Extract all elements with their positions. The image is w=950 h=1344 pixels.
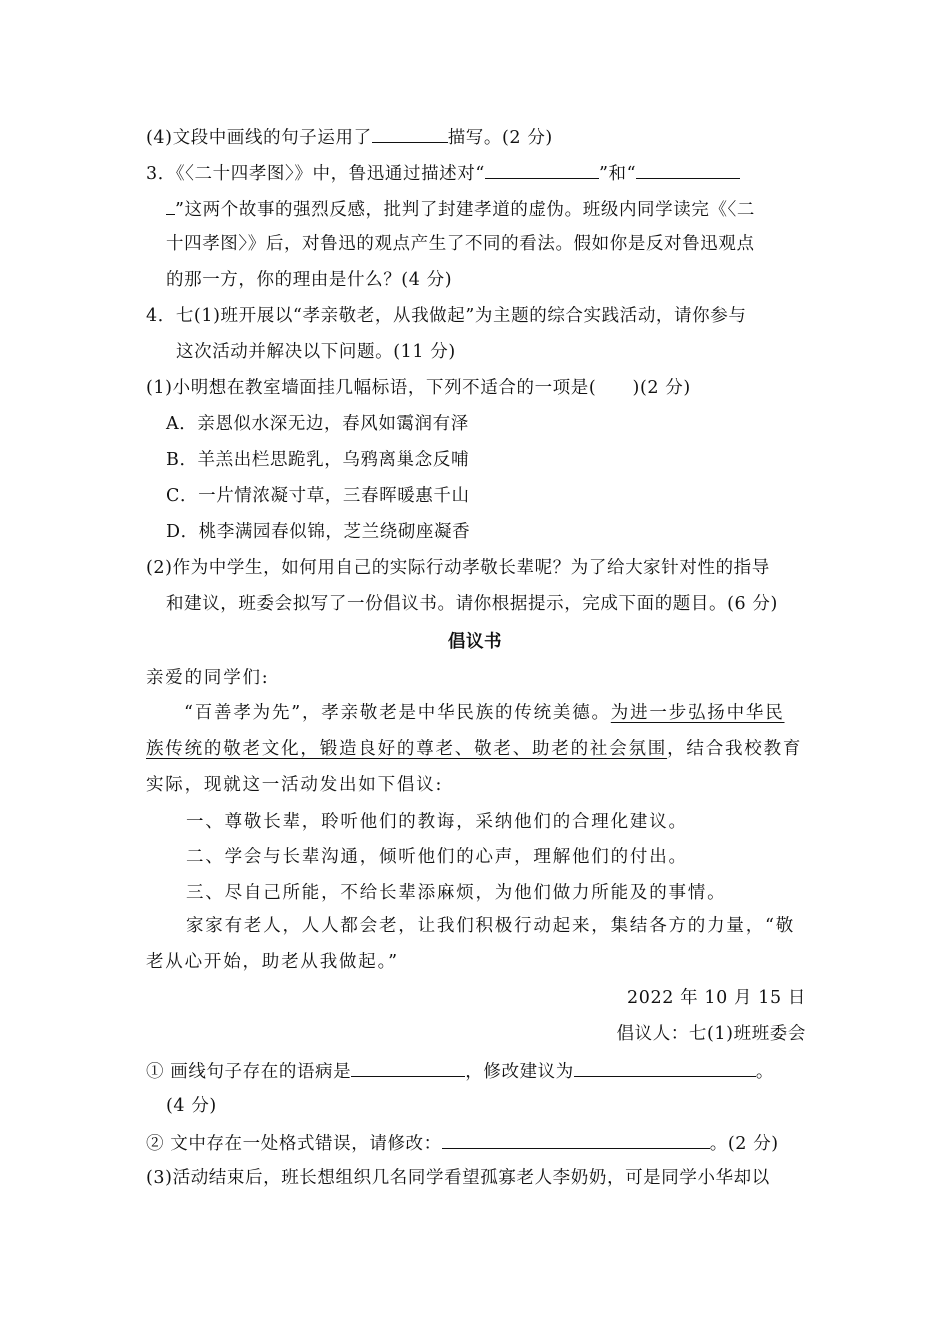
letter-closing-line-1: 家家有老人，人人都会老，让我们积极行动起来，集结各方的力量，“敬: [186, 916, 796, 936]
answer-blank[interactable]: [351, 1058, 465, 1077]
answer-blank[interactable]: [485, 160, 599, 179]
underlined-sentence: 为进一步弘扬中华民: [610, 703, 785, 723]
question-3-line-2: ”这两个故事的强烈反感，批判了封建孝道的虚伪。班级内同学读完《〈二: [166, 196, 826, 222]
letter-signature: 倡议人：七(1)班班委会: [616, 1024, 806, 1044]
question-4-2-line-2: 和建议，班委会拟写了一份倡议书。请你根据提示，完成下面的题目。(6 分): [166, 594, 778, 614]
letter-item-2: 二、学会与长辈沟通，倾听他们的心声，理解他们的付出。: [186, 847, 688, 867]
sub-question-1-score: (4 分): [166, 1096, 217, 1116]
question-4-1-stem: (1)小明想在教室墙面挂几幅标语，下列不适合的一项是( )(2 分): [146, 378, 691, 398]
question-3-line-4: 的那一方，你的理由是什么？(4 分): [166, 270, 453, 290]
question-4-line-1: 4．七(1)班开展以“孝亲敬老，从我做起”为主题的综合实践活动，请你参与: [146, 306, 747, 326]
question-4-2-line-1: (2)作为中学生，如何用自己的实际行动孝敬长辈呢？为了给大家针对性的指导: [146, 558, 770, 578]
answer-blank[interactable]: [166, 196, 175, 215]
question-3-line-1: 3．《〈二十四孝图〉》中，鲁迅通过描述对“ ”和“: [146, 160, 806, 186]
answer-blank[interactable]: [636, 160, 740, 179]
letter-item-3: 三、尽自己所能，不给长辈添麻烦，为他们做力所能及的事情。: [186, 883, 727, 903]
letter-paragraph-1-line-2: 族传统的敬老文化，锻造良好的尊老、敬老、助老的社会氛围，结合我校教育: [146, 739, 803, 759]
sub-question-1: ① 画线句子存在的语病是 ，修改建议为 。: [146, 1058, 806, 1084]
option-a[interactable]: A．亲恩似水深无边，春风如霭润有泽: [166, 414, 469, 434]
question-4-3-line-1: (3)活动结束后，班长想组织几名同学看望孤寡老人李奶奶，可是同学小华却以: [146, 1168, 770, 1188]
letter-closing-line-2: 老从心开始，助老从我做起。”: [146, 952, 399, 972]
underlined-sentence: 族传统的敬老文化，锻造良好的尊老、敬老、助老的社会氛围: [146, 739, 668, 759]
option-c[interactable]: C．一片情浓凝寸草，三春晖暖惠千山: [166, 486, 470, 506]
answer-blank[interactable]: [372, 124, 448, 143]
option-d[interactable]: D．桃李满园春似锦，芝兰绕砌座凝香: [166, 522, 471, 542]
letter-paragraph-1-line-1: “百善孝为先”，孝亲敬老是中华民族的传统美德。为进一步弘扬中华民: [184, 703, 785, 723]
letter-date: 2022 年 10 月 15 日: [627, 988, 806, 1008]
letter-paragraph-1-line-3: 实际，现就这一活动发出如下倡议:: [146, 775, 444, 795]
letter-item-1: 一、尊敬长辈，聆听他们的教诲，采纳他们的合理化建议。: [186, 812, 688, 832]
question-4-line-2: 这次活动并解决以下问题。(11 分): [176, 342, 456, 362]
question-3-4: (4)文段中画线的句子运用了 描写。(2 分): [146, 124, 806, 150]
letter-salutation: 亲爱的同学们:: [146, 668, 270, 688]
sub-question-2: ② 文中存在一处格式错误，请修改： 。(2 分): [146, 1130, 806, 1156]
letter-title: 倡议书: [447, 632, 503, 652]
question-3-line-3: 十四孝图〉》后，对鲁迅的观点产生了不同的看法。假如你是反对鲁迅观点: [166, 234, 755, 254]
option-b[interactable]: B．羊羔出栏思跪乳，乌鸦离巢念反哺: [166, 450, 470, 470]
answer-blank[interactable]: [574, 1058, 756, 1077]
answer-blank[interactable]: [442, 1130, 710, 1149]
